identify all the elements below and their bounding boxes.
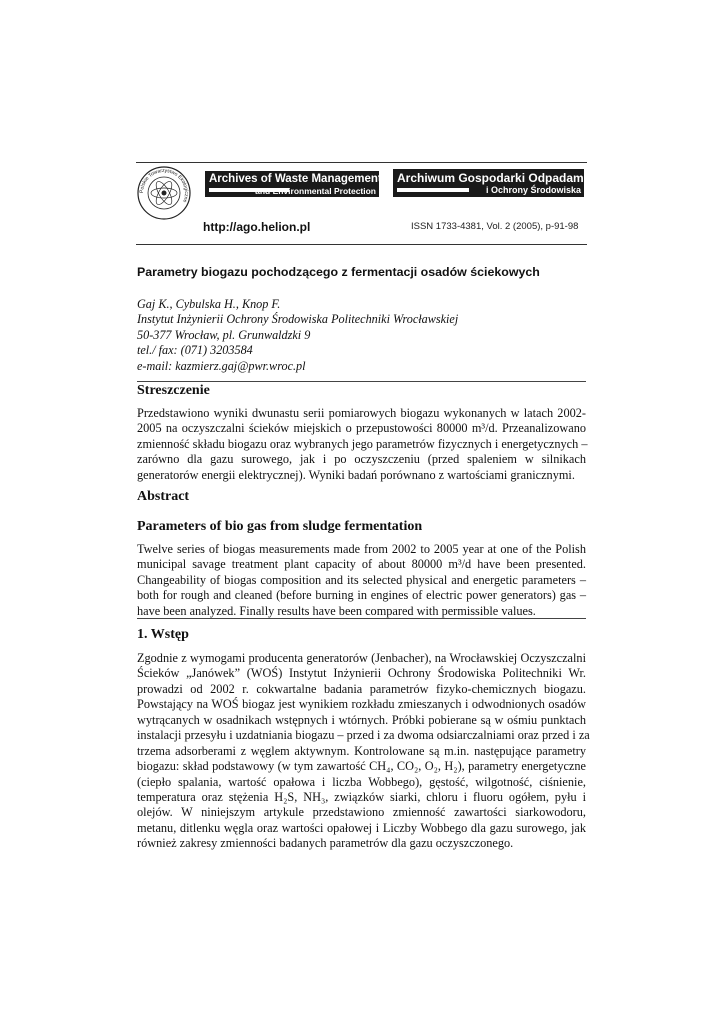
text-line: metanu, ditlenku węgla oraz wartości opałowej i Liczby Wobbego dla gazu surowego, jak: [137, 820, 586, 835]
banner-pl-subtitle: i Ochrony Środowiska: [485, 185, 581, 195]
streszczenie-heading: Streszczenie: [137, 383, 210, 398]
text-line: wytrącanych w osadnikach wstępnych i wtórnych. Próbki pobierane są w ośmiu punktach: [137, 712, 586, 727]
wstep-rule: [137, 618, 586, 619]
text-line: municipal savage treatment plant capacity of about 80000 m³/d have been presented.: [137, 557, 586, 572]
text-line: 2005 na oczyszczalni ścieków miejskich o przepustowości 80000 m³/d. Przeanalizowano: [137, 421, 586, 436]
author-names: Gaj K., Cybulska H., Knop F.: [137, 297, 281, 311]
text-line: prowadzi od 2002 r. cokwartalne badania parametrów fizyko-chemicznych biogazu.: [137, 681, 586, 696]
wstep-paragraph: [137, 651, 590, 852]
text-line: zmienność składu biogazu oraz wybranych jego parametrów fizycznych i energetycznych –: [137, 436, 588, 451]
journal-banner-polish: [393, 169, 588, 197]
article-title: Parametry biogazu pochodzącego z fermentacji osadów ściekowych: [137, 265, 540, 279]
text-line: Twelve series of biogas measurements made from 2002 to 2005 year at one of the Polish: [137, 542, 586, 556]
issn-citation: ISSN 1733-4381, Vol. 2 (2005), p-91-98: [411, 221, 579, 232]
text-line: instalacji przesyłu i uzdatniania biogazu – przed i za dwoma odsiarczalniami oraz przed i za: [137, 728, 590, 743]
streszczenie-paragraph: [137, 406, 586, 483]
author-block: [137, 297, 458, 374]
journal-url-link[interactable]: http://ago.helion.pl: [203, 220, 311, 234]
society-seal-logo: [137, 166, 191, 220]
banner-en-title: Archives of Waste Management: [209, 173, 382, 185]
author-phone: tel./ fax: (071) 3203584: [137, 343, 253, 358]
author-institute: Instytut Inżynierii Ochrony Środowiska Politechniki Wrocławskiej: [137, 312, 459, 327]
header-top-rule: [136, 162, 587, 163]
abstract-heading: Abstract: [137, 489, 190, 504]
text-line: (ciepło spalania, wartość opałowa i liczba Wobbego), gęstość, wilgotność, ciśnienie,: [137, 774, 586, 789]
header-bottom-rule: [136, 244, 587, 245]
text-line: temperatura oraz stężenia H₂S, NH₃, związków siarki, chloru i fluoru ogółem, pyłu i: [137, 789, 586, 804]
text-line: both for rough and cleaned (before burning in engines of electric power generators) gas –: [137, 588, 586, 603]
author-address: 50-377 Wrocław, pl. Grunwaldzki 9: [137, 327, 311, 342]
text-line: trzema adsorberami z węglem aktywnym. Kontrolowane są m.in. następujące parametry: [137, 743, 586, 758]
text-line: Changeability of biogas composition and its selected physical and energetic parameters –: [137, 572, 586, 587]
wstep-heading: 1. Wstęp: [137, 627, 189, 642]
abstract-subheading: Parameters of bio gas from sludge fermentation: [137, 519, 423, 534]
abstract-paragraph: [137, 542, 586, 619]
text-line: Powstający na WOŚ biogaz jest wynikiem rozkładu zmieszanych i odwodnionych osadów: [137, 697, 586, 712]
text-line: generatorów energii elektrycznej). Wyniki badań porównano z wartościami granicznymi.: [137, 467, 575, 482]
text-line: zarówno dla gazu surowego, jak i po oczyszczeniu (przed spaleniem w silnikach: [137, 452, 586, 467]
text-line: have been analyzed. Finally results have been compared with permissible values.: [137, 603, 536, 618]
text-line: Ścieków „Janówek” (WOŚ) Instytut Inżynierii Ochrony Środowiska Politechniki Wr.: [137, 666, 586, 681]
seal-ring-text: Polskie Towarzystwo Ekologiczne: [138, 167, 190, 204]
journal-banner-english: [205, 171, 382, 197]
banner-pl-bar: [397, 188, 469, 192]
banner-pl-title: Archiwum Gospodarki Odpadami: [397, 171, 588, 185]
banner-en-subtitle: and Environmental Protection: [255, 186, 376, 196]
text-line: Zgodnie z wymogami producenta generatorów (Jenbacher), na Wrocławskiej Oczyszczalni: [137, 651, 586, 665]
text-line: Przedstawiono wyniki dwunastu serii pomiarowych biogazu wykonanych w latach 2002-: [137, 406, 586, 420]
text-line: olejów. W niniejszym artykule przedstawiono zmienność zawartości siarkowodoru,: [137, 805, 586, 820]
author-email: e-mail: kazmierz.gaj@pwr.wroc.pl: [137, 358, 306, 373]
streszczenie-rule: [137, 381, 586, 382]
text-line: również zakresy zmienności badanych parametrów dla gazu oczyszczonego.: [137, 836, 514, 851]
text-line: biogazu: skład podstawowy (w tym zawartość CH₄, CO₂, O₂, H₂), parametry energetyczne: [137, 759, 586, 774]
